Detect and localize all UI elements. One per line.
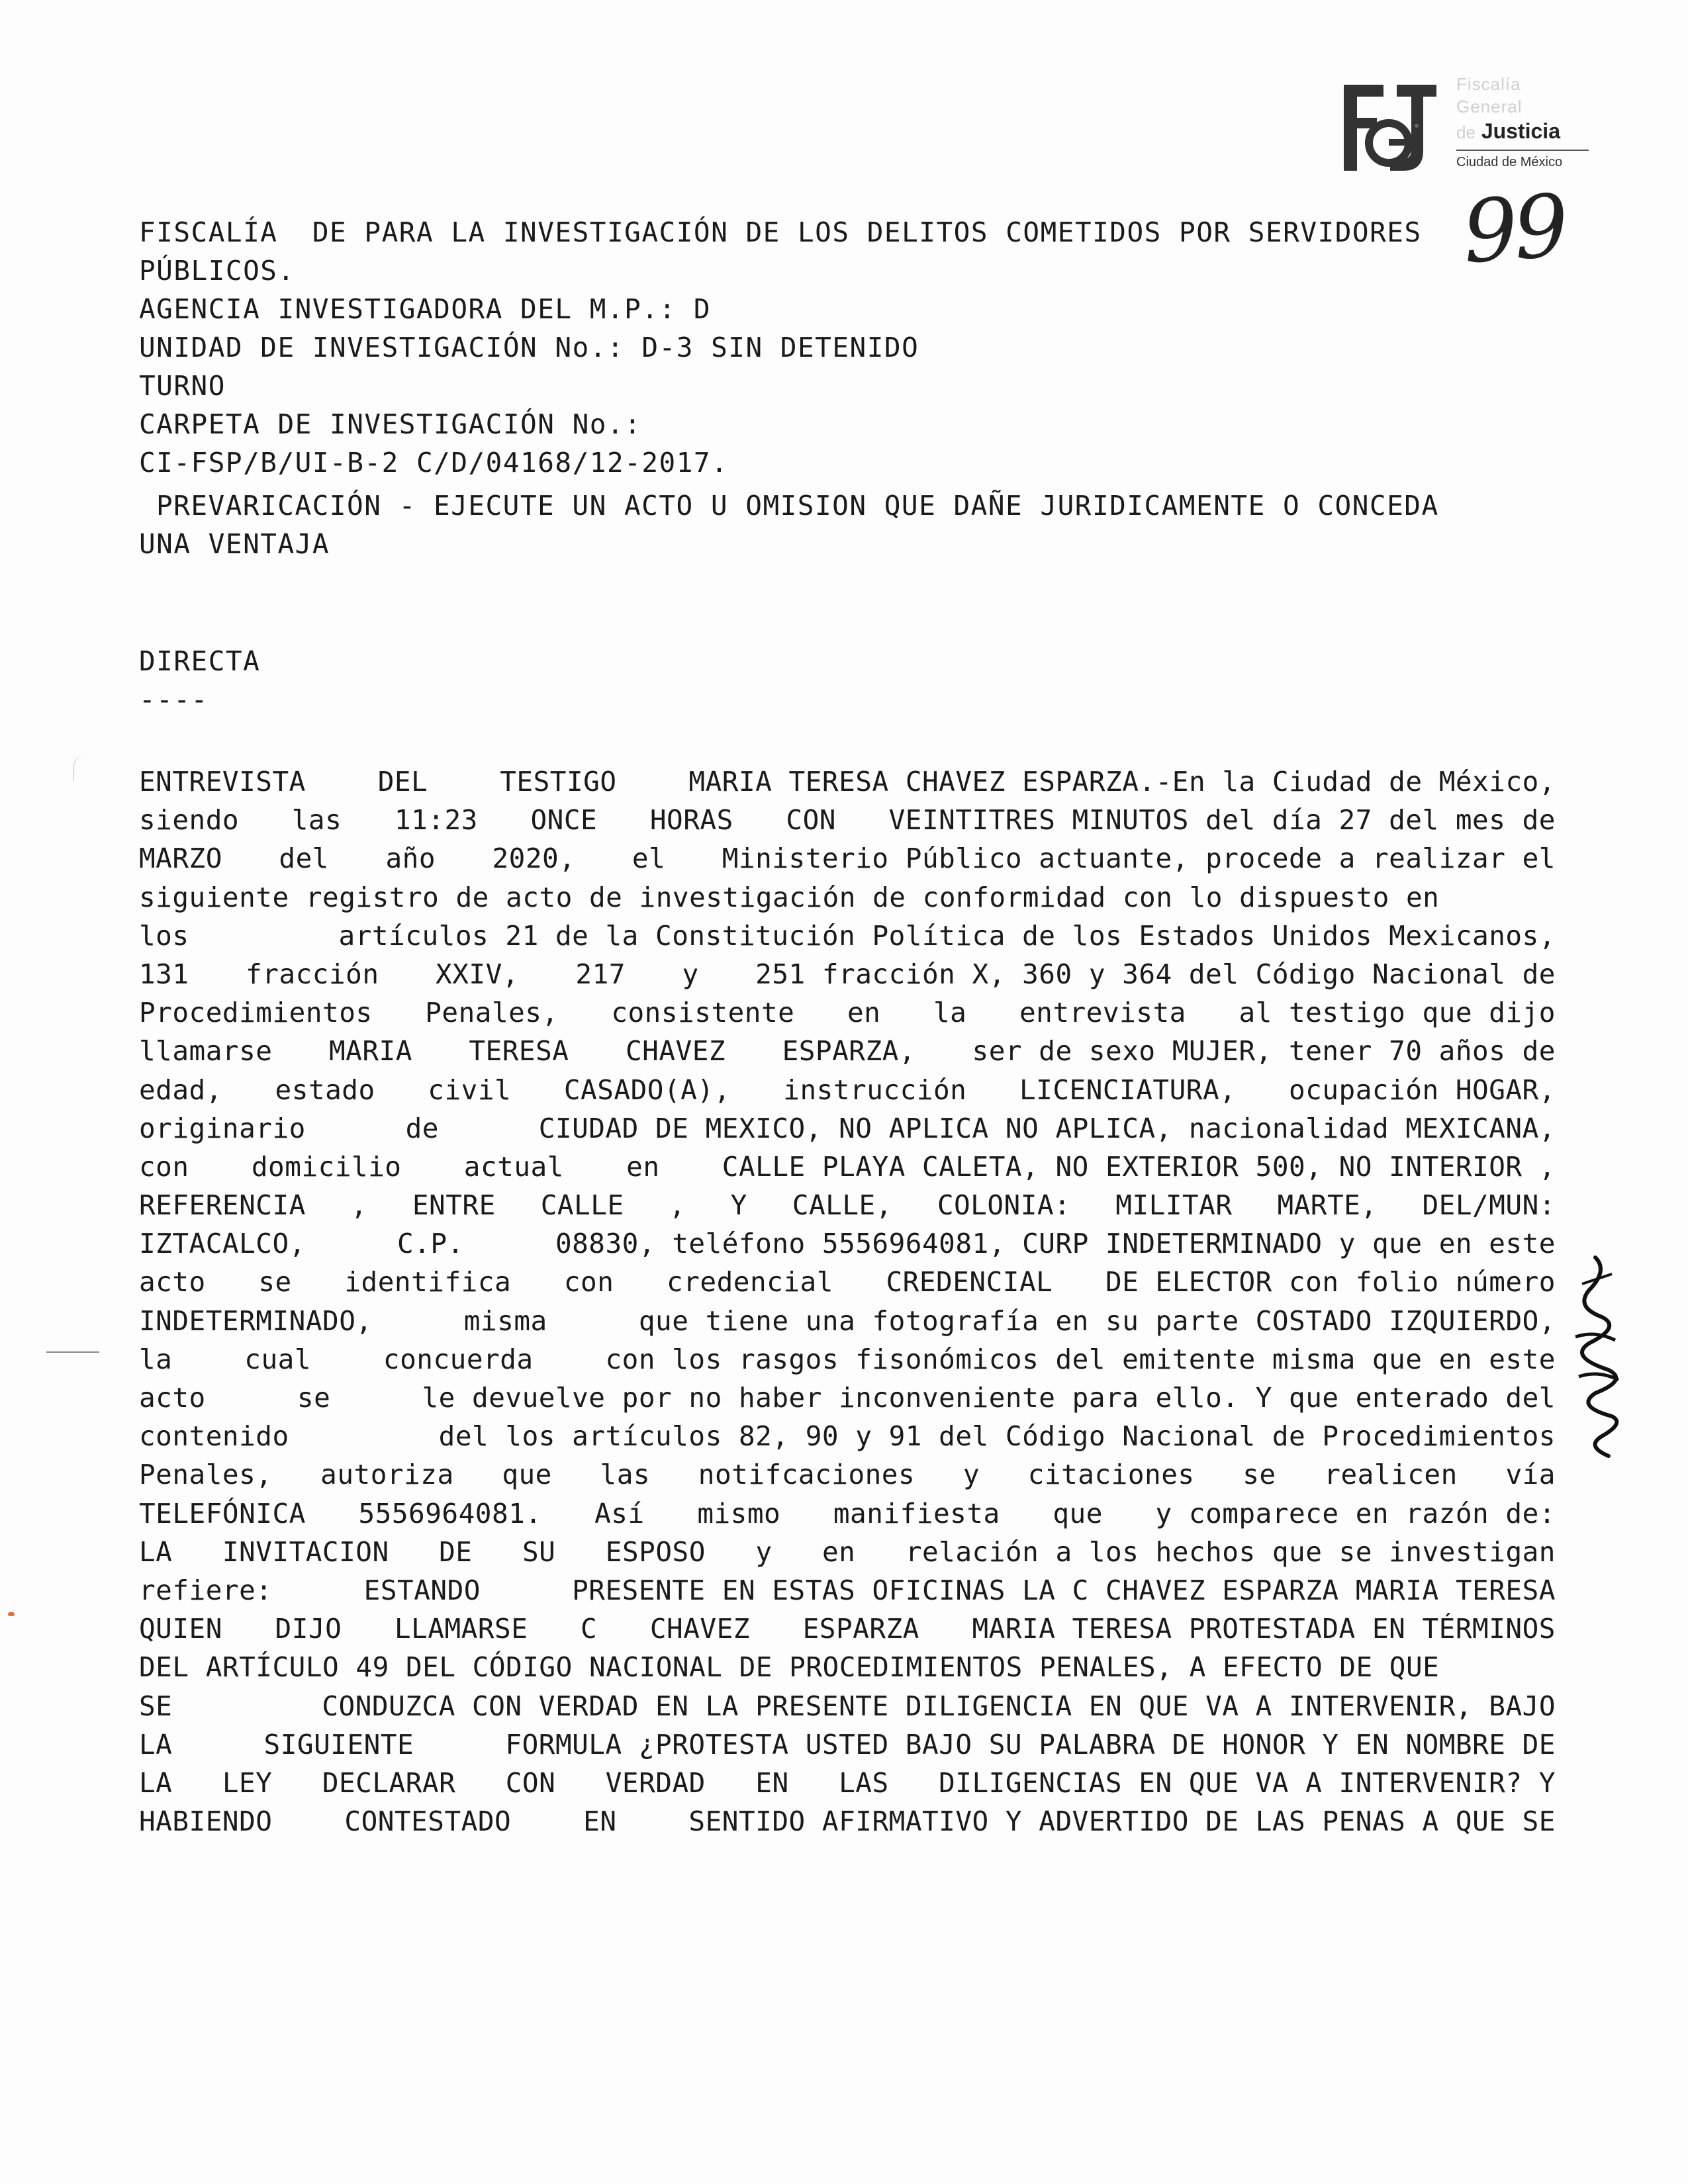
body-word: ESPARZA, — [782, 1035, 916, 1068]
body-word: TELEFÓNICA — [139, 1497, 306, 1529]
body-word: en — [626, 1150, 660, 1183]
body-line — [139, 762, 1556, 801]
body-word: domicilio — [251, 1150, 402, 1183]
body-word: los — [139, 919, 189, 952]
body-word: siguiente registro de acto de investigación de conformidad con lo dispuesto en — [139, 881, 1440, 913]
logo-text-ciudad: Ciudad de México — [1456, 155, 1563, 169]
body-word: DEL ARTÍCULO 49 DEL CÓDIGO NACIONAL DE PROCEDIMIENTOS PENALES, A EFECTO DE QUE — [139, 1651, 1440, 1684]
body-word: consistente — [611, 997, 795, 1029]
body-word: CASADO(A), — [563, 1073, 731, 1106]
body-line — [139, 801, 1556, 839]
logo-text-de: de — [1456, 122, 1476, 142]
body-word: TERESA — [469, 1035, 569, 1068]
margin-mark — [46, 1351, 99, 1353]
body-word: CALLE, — [792, 1189, 892, 1222]
body-word: HABIENDO — [139, 1805, 273, 1838]
body-word: LLAMARSE — [394, 1613, 528, 1645]
interview-body — [139, 762, 1556, 1841]
header-unidad: UNIDAD DE INVESTIGACIÓN No.: D-3 SIN DETENIDO — [139, 332, 919, 363]
body-word: QUIEN — [139, 1613, 222, 1645]
body-word: 11:23 — [394, 804, 478, 837]
body-word: que tiene una fotografía en su parte COSTADO IZQUIERDO, — [638, 1304, 1556, 1337]
body-word: INDETERMINADO, — [139, 1304, 373, 1337]
body-line — [139, 1071, 1556, 1109]
body-line — [139, 1379, 1556, 1417]
body-word: LEY — [222, 1766, 273, 1799]
body-word: se — [258, 1266, 292, 1298]
body-word: del los artículos 82, 90 y 91 del Código Nacional de Procedimientos — [438, 1420, 1556, 1453]
body-word: del — [279, 842, 329, 875]
body-word: vía — [1505, 1459, 1556, 1491]
charge-description — [139, 486, 1562, 563]
body-word: acto — [139, 1382, 206, 1414]
body-word: SIGUIENTE — [263, 1728, 414, 1760]
body-line — [139, 878, 1556, 917]
logo-text-justicia-word: Justicia — [1481, 119, 1560, 143]
charge-line2: UNA VENTAJA — [139, 528, 330, 560]
body-line — [139, 1725, 1556, 1764]
body-word: la — [139, 1343, 173, 1375]
body-line — [139, 955, 1556, 993]
header-fiscalia: FISCALÍA DE PARA LA INVESTIGACIÓN DE LOS DELITOS COMETIDOS POR SERVIDORES — [139, 216, 1422, 248]
body-word: mismo — [697, 1497, 781, 1529]
body-word: que — [502, 1459, 552, 1491]
body-word: FORMULA ¿PROTESTA USTED BAJO SU PALABRA DE HONOR Y EN NOMBRE DE — [505, 1728, 1556, 1760]
body-word: Así — [594, 1497, 645, 1529]
body-word: SU — [522, 1535, 556, 1568]
body-line — [139, 1764, 1556, 1802]
body-word: se — [297, 1382, 331, 1414]
body-word: concuerda — [383, 1343, 534, 1375]
body-word: manifiesta — [833, 1497, 1000, 1529]
body-line — [139, 1648, 1556, 1686]
body-word: identifica — [344, 1266, 512, 1298]
body-word: 08830, teléfono 5556964081, CURP INDETERMINADO y que en este — [555, 1228, 1556, 1260]
body-line — [139, 1802, 1556, 1841]
body-word: VERDAD — [605, 1766, 706, 1799]
body-word: MARIA TERESA CHAVEZ ESPARZA.-En la Ciudad de México, — [688, 766, 1556, 797]
body-word: INVITACION — [222, 1535, 389, 1568]
body-word: , — [350, 1189, 367, 1222]
body-word: 2020, — [492, 842, 576, 875]
body-word: CONDUZCA CON VERDAD EN LA PRESENTE DILIGENCIA EN QUE VA A INTERVENIR, BAJO — [322, 1690, 1556, 1722]
body-word: EN — [755, 1766, 789, 1799]
body-line — [139, 839, 1556, 878]
body-word: MARTE, — [1277, 1189, 1378, 1222]
body-word: en — [847, 997, 881, 1029]
body-word: siendo — [139, 804, 240, 837]
body-line — [139, 1224, 1556, 1263]
body-word: ESPARZA — [802, 1613, 919, 1645]
body-word: LICENCIATURA, — [1019, 1073, 1237, 1106]
body-word: notifcaciones — [698, 1459, 915, 1491]
body-word: estado — [275, 1073, 375, 1106]
charge-line1: PREVARICACIÓN - EJECUTE UN ACTO U OMISION QUE DAÑE JURIDICAMENTE O CONCEDA — [156, 490, 1439, 522]
body-line — [139, 1340, 1556, 1379]
body-word: C — [581, 1613, 598, 1645]
body-word: TESTIGO — [500, 766, 617, 797]
body-word: SE — [139, 1690, 173, 1722]
margin-curl — [73, 754, 94, 781]
body-line — [139, 1263, 1556, 1301]
body-word: ENTRE — [412, 1189, 496, 1222]
body-line — [139, 1417, 1556, 1455]
body-word: CON — [786, 804, 836, 837]
handwritten-signature — [1549, 1244, 1642, 1482]
handwritten-page-number: 99 — [1459, 175, 1568, 283]
body-word: originario — [139, 1112, 306, 1144]
body-word: Penales, — [425, 997, 559, 1029]
body-word: MILITAR — [1115, 1189, 1233, 1222]
body-word: DIJO — [275, 1613, 342, 1645]
body-word: 5556964081. — [358, 1497, 542, 1529]
body-word: CHAVEZ — [649, 1613, 750, 1645]
body-word: CIUDAD DE MEXICO, NO APLICA NO APLICA, nacionalidad MEXICANA, — [538, 1112, 1556, 1144]
body-word: entrevista — [1019, 997, 1186, 1029]
body-word: credencial — [667, 1266, 833, 1298]
body-word: DILIGENCIAS EN QUE VA A INTERVENIR? Y — [939, 1766, 1556, 1799]
header-publicos: PÚBLICOS. — [139, 255, 295, 287]
body-word: ONCE — [530, 804, 598, 837]
body-word: DEL/MUN: — [1422, 1189, 1556, 1222]
body-word: actual — [463, 1150, 564, 1183]
body-word: LA — [139, 1535, 173, 1568]
body-word: le devuelve por no haber inconveniente para ello. Y que enterado del — [422, 1382, 1556, 1414]
body-word: acto — [139, 1266, 206, 1298]
body-line — [139, 993, 1556, 1032]
body-word: citaciones — [1027, 1459, 1195, 1491]
header-carpeta-number: CI-FSP/B/UI-B-2 C/D/04168/12-2017. — [139, 447, 729, 478]
body-word: y — [682, 958, 699, 990]
body-word: llamarse — [139, 1035, 273, 1068]
body-word: PRESENTE EN ESTAS OFICINAS LA C CHAVEZ ESPARZA MARIA TERESA — [572, 1574, 1556, 1606]
document-header — [139, 213, 1562, 482]
body-word: relación a los hechos que se investigan — [905, 1535, 1556, 1568]
body-word: cual — [244, 1343, 312, 1375]
body-word: refiere: — [139, 1574, 273, 1606]
body-word: REFERENCIA — [139, 1189, 306, 1222]
body-word: VEINTITRES MINUTOS del día 27 del mes de — [888, 804, 1556, 837]
body-line — [139, 1148, 1556, 1186]
logo-text-line2 — [1456, 95, 1589, 118]
body-word: ENTREVISTA — [139, 766, 306, 797]
body-word: civil — [428, 1073, 512, 1106]
logo-rule — [1456, 150, 1589, 151]
header-turno: TURNO — [139, 370, 226, 402]
body-word: EN — [583, 1805, 617, 1838]
body-word: C.P. — [397, 1228, 464, 1260]
body-word: MARIA TERESA PROTESTADA EN TÉRMINOS — [972, 1613, 1556, 1645]
fgj-logo — [1337, 73, 1589, 185]
body-word: 251 fracción X, 360 y 364 del Código Nacional de — [755, 958, 1556, 990]
body-word: artículos 21 de la Constitución Política de los Estados Unidos Mexicanos, — [338, 919, 1556, 952]
body-word: 217 — [575, 958, 626, 990]
body-word: Ministerio Público actuante, procede a realizar el — [722, 842, 1556, 875]
body-word: 131 — [139, 958, 189, 990]
body-word: CALLE — [540, 1189, 624, 1222]
body-word: y — [962, 1459, 980, 1491]
header-agencia: AGENCIA INVESTIGADORA DEL M.P.: D — [139, 293, 712, 325]
body-word: Y — [730, 1189, 747, 1222]
body-word: DE ELECTOR con folio número — [1105, 1266, 1556, 1298]
body-word: ocupación HOGAR, — [1288, 1073, 1556, 1106]
body-line — [139, 1571, 1556, 1610]
body-word: DE — [439, 1535, 473, 1568]
body-word: y comparece en razón de: — [1155, 1497, 1556, 1529]
body-word: año — [385, 842, 436, 875]
body-word: HORAS — [649, 804, 733, 837]
body-word: misma — [463, 1304, 547, 1337]
body-word: IZTACALCO, — [139, 1228, 306, 1260]
body-word: las — [291, 804, 342, 837]
body-word: en — [821, 1535, 856, 1568]
body-word: LAS — [839, 1766, 889, 1799]
body-word: ESTANDO — [363, 1574, 481, 1606]
body-word: con — [563, 1266, 614, 1298]
body-word: contenido — [139, 1420, 289, 1453]
body-word: CON — [505, 1766, 556, 1799]
body-word: y — [755, 1535, 773, 1568]
directa-dashes: ---- — [139, 684, 209, 715]
body-line — [139, 1032, 1556, 1070]
logo-wordmark — [1456, 73, 1589, 171]
body-word: DEL — [377, 766, 428, 797]
body-word: que — [1053, 1497, 1103, 1529]
body-word: XXIV, — [436, 958, 519, 990]
body-word: las — [600, 1459, 651, 1491]
body-word: ESPOSO — [605, 1535, 706, 1568]
body-word: con los rasgos fisonómicos del emitente misma que en este — [605, 1343, 1556, 1375]
body-line — [139, 1109, 1556, 1148]
body-word: CHAVEZ — [625, 1035, 726, 1068]
header-carpeta-label: CARPETA DE INVESTIGACIÓN No.: — [139, 408, 642, 440]
body-line — [139, 1455, 1556, 1494]
body-line — [139, 1610, 1556, 1648]
body-word: SENTIDO AFIRMATIVO Y ADVERTIDO DE LAS PENAS A QUE SE — [688, 1805, 1556, 1838]
body-word: de — [405, 1112, 439, 1144]
logo-text-line1: Fiscalía — [1456, 74, 1521, 94]
margin-dot — [8, 1612, 15, 1616]
body-line — [139, 917, 1556, 955]
body-word: ser de sexo MUJER, tener 70 años de — [972, 1035, 1556, 1068]
body-word: la — [933, 997, 967, 1029]
body-word: LA — [139, 1728, 173, 1760]
body-word: instrucción — [783, 1073, 967, 1106]
body-word: DECLARAR — [322, 1766, 456, 1799]
body-word: CALLE PLAYA CALETA, NO EXTERIOR 500, NO INTERIOR , — [722, 1150, 1556, 1183]
body-line — [139, 1687, 1556, 1725]
logo-text-general: General — [1456, 97, 1523, 116]
body-word: CONTESTADO — [344, 1805, 512, 1838]
body-word: se — [1243, 1459, 1276, 1491]
body-word: el — [632, 842, 666, 875]
body-line — [139, 1186, 1556, 1224]
body-word: autoriza — [320, 1459, 454, 1491]
body-line — [139, 1302, 1556, 1340]
body-word: LA — [139, 1766, 173, 1799]
body-word: , — [669, 1189, 686, 1222]
body-word: al testigo que dijo — [1239, 997, 1556, 1029]
body-word: Procedimientos — [139, 997, 373, 1029]
directa-section — [139, 642, 260, 719]
body-word: realicen — [1324, 1459, 1458, 1491]
body-line — [139, 1494, 1556, 1533]
body-word: CREDENCIAL — [886, 1266, 1053, 1298]
body-word: MARIA — [328, 1035, 412, 1068]
body-word: COLONIA: — [937, 1189, 1071, 1222]
logo-text-justicia — [1456, 118, 1589, 146]
body-word: con — [139, 1150, 189, 1183]
body-word: edad, — [139, 1073, 222, 1106]
body-word: Penales, — [139, 1459, 273, 1491]
fgj-emblem-icon — [1337, 78, 1443, 177]
body-word: MARZO — [139, 842, 222, 875]
body-line — [139, 1533, 1556, 1571]
body-word: fracción — [246, 958, 379, 990]
directa-label: DIRECTA — [139, 645, 261, 677]
